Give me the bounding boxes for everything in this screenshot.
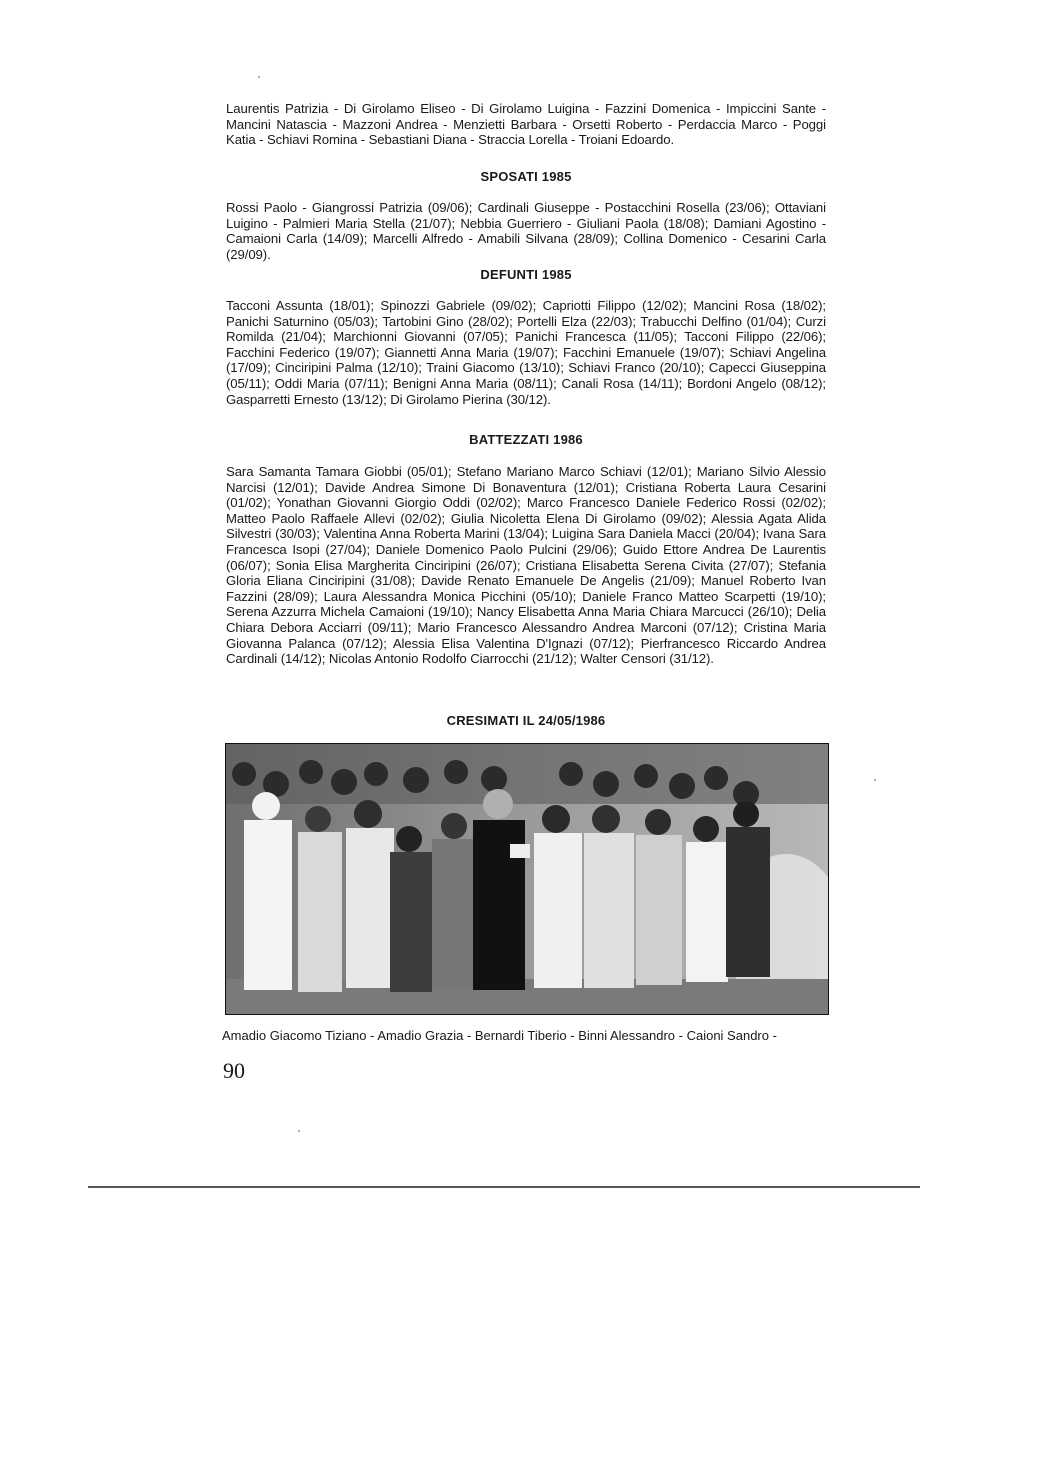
scan-speck [298,1130,300,1132]
scan-speck [258,76,260,78]
section-heading-defunti: DEFUNTI 1985 [480,267,572,282]
bottom-rule [88,1186,920,1188]
section-paragraph-defunti: Tacconi Assunta (18/01); Spinozzi Gabriele (09/02); Capriotti Filippo (12/02); Mancini Rosa (18/02); Panichi Saturnino (05/03); Tartobini Gino (28/02); Portelli Elza (22/03); Trabucchi Delfino (01/04); Curzi Romilda (21/04); Marchionni Giovanni (07/05); Panichi Francesca (11/05); Tacconi Filippo (22/06); Facchini Federico (19/07); Giannetti Anna Maria (19/07); Facchini Emanuele (19/07); Schiavi Angelina (17/09); Cinciripini Palma (12/10); Traini Giacomo (13/10); Schiavi Franco (20/10); Capecci Giuseppina (05/11); Oddi Maria (07/11); Benigni Anna Maria (08/11); Canali Rosa (14/11); Bordoni Angelo (08/12); Gasparretti Ernesto (13/12); Di Girolamo Pierina (30/12). [226,298,826,407]
section-defunti [226,298,826,407]
section-sposati [226,200,826,262]
section-paragraph-battezzati: Sara Samanta Tamara Giobbi (05/01); Stefano Mariano Marco Schiavi (12/01); Mariano Silvio Alessio Narcisi (12/01); Davide Andrea Simone Di Bonaventura (12/01); Cristiana Roberta Laura Cesarini (01/02); Yonathan Giovanni Giorgio Oddi (02/02); Marco Francesco Daniele Federico Rossi (02/02); Matteo Paolo Raffaele Allevi (02/02); Giulia Nicoletta Elena Di Girolamo (09/02); Alessia Agata Alida Silvestri (30/03); Valentina Anna Roberta Marini (13/04); Luigina Sara Daniela Macci (20/04); Ivana Sara Francesca Isopi (27/04); Daniele Domenico Paolo Pulcini (29/06); Guido Ettore Andrea De Laurentis (06/07); Sonia Elisa Margherita Cinciripini (26/07); Cristiana Elisabetta Serena Civita (27/07); Stefania Gloria Eliana Cinciripini (31/08); Davide Renato Emanuele De Angelis (21/09); Manuel Roberto Ivan Fazzini (28/09); Laura Alessandra Monica Picchini (05/10); Daniele Franco Matteo Scarpetti (19/10); Serena Azzurra Michela Camaioni (19/10); Nancy Elisabetta Anna Maria Chiara Marcucci (26/10); Delia Chiara Debora Acciarri (09/11); Mario Francesco Alessandro Andrea Marconi (07/12); Cristina Maria Giovanna Palanca (07/12); Alessia Elisa Valentina D'Ignazi (07/12); Pierfrancesco Riccardo Andrea Cardinali (14/12); Nicolas Antonio Rodolfo Ciarrocchi (21/12); Walter Censori (31/12). [226,464,826,667]
section-battezzati [226,464,826,667]
section-heading-battezzati: BATTEZZATI 1986 [469,432,583,447]
scan-speck [874,779,876,781]
section-heading-sposati: SPOSATI 1985 [480,169,572,184]
section-heading-cresimati: CRESIMATI IL 24/05/1986 [446,713,606,728]
intro-paragraph: Laurentis Patrizia - Di Girolamo Eliseo - Di Girolamo Luigina - Fazzini Domenica - Impiccini Sante - Mancini Natascia - Mazzoni Andrea - Menzietti Barbara - Orsetti Roberto - Perdaccia Marco - Poggi Katia - Schiavi Romina - Sebastiani Diana - Straccia Lorella - Troiani Edoardo. [226,101,826,148]
intro-block [226,101,826,148]
group-photo-illustration [226,744,828,1014]
photo-caption: Amadio Giacomo Tiziano - Amadio Grazia - Bernardi Tiberio - Binni Alessandro - Caioni Sandro - [222,1028,777,1043]
section-paragraph-sposati: Rossi Paolo - Giangrossi Patrizia (09/06); Cardinali Giuseppe - Postacchini Rosella (23/06); Ottaviani Luigino - Palmieri Maria Stella (21/07); Nebbia Guerriero - Giuliani Paola (18/08); Damiani Agostino - Camaioni Carla (14/09); Marcelli Alfredo - Amabili Silvana (28/09); Collina Domenico - Cesarini Carla (29/09). [226,200,826,262]
group-photo [225,743,829,1015]
page-number: 90 [223,1058,245,1083]
